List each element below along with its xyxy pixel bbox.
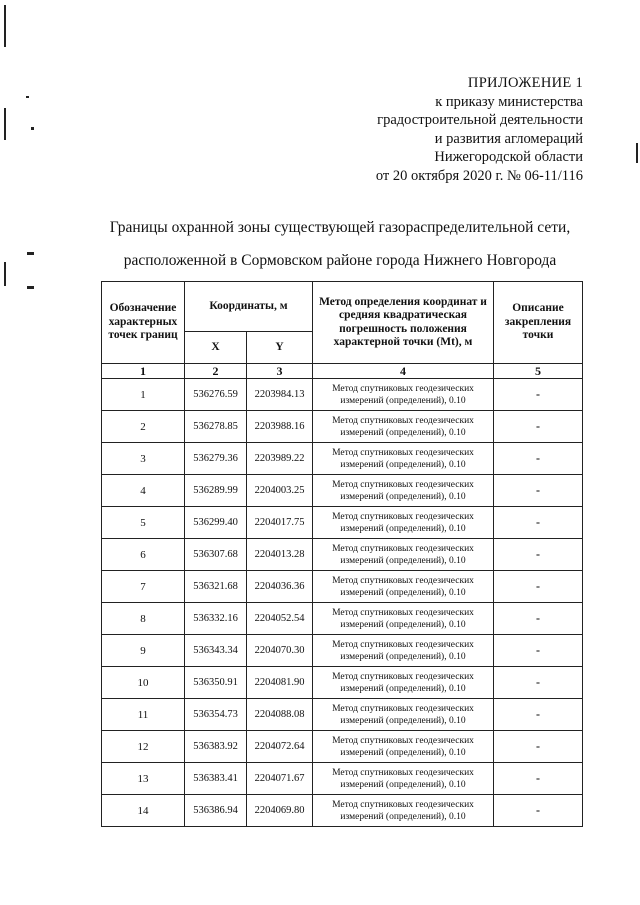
method-cell: Метод спутниковых геодезических измерений (определений), 0.10: [313, 507, 494, 539]
table-row: [102, 539, 583, 571]
point-id-cell: 11: [102, 699, 185, 731]
y-coordinate-cell: 2204071.67: [247, 763, 313, 795]
x-coordinate-cell: 536386.94: [185, 795, 247, 827]
method-cell: Метод спутниковых геодезических измерений (определений), 0.10: [313, 795, 494, 827]
point-id-cell: 12: [102, 731, 185, 763]
table-row: [102, 475, 583, 507]
fixing-cell: -: [494, 795, 583, 827]
method-cell: Метод спутниковых геодезических измерений (определений), 0.10: [313, 603, 494, 635]
x-coordinate-cell: 536307.68: [185, 539, 247, 571]
fixing-cell: -: [494, 731, 583, 763]
y-coordinate-cell: 2204017.75: [247, 507, 313, 539]
fixing-cell: -: [494, 507, 583, 539]
y-coordinate-cell: 2204070.30: [247, 635, 313, 667]
scan-artifact-right-line: [636, 143, 638, 163]
x-coordinate-cell: 536354.73: [185, 699, 247, 731]
point-id-cell: 4: [102, 475, 185, 507]
appendix-line: градостроительной деятельности: [377, 112, 583, 128]
method-cell: Метод спутниковых геодезических измерений (определений), 0.10: [313, 411, 494, 443]
y-coordinate-cell: 2203984.13: [247, 379, 313, 411]
table-row: [102, 603, 583, 635]
table-row: [102, 667, 583, 699]
point-id-cell: 5: [102, 507, 185, 539]
point-id-cell: 10: [102, 667, 185, 699]
y-coordinate-cell: 2204003.25: [247, 475, 313, 507]
appendix-line: от 20 октября 2020 г. № 06-11/116: [375, 167, 583, 184]
y-coordinate-cell: 2204081.90: [247, 667, 313, 699]
fixing-cell: -: [494, 603, 583, 635]
method-cell: Метод спутниковых геодезических измерений (определений), 0.10: [313, 475, 494, 507]
point-id-cell: 8: [102, 603, 185, 635]
method-cell: Метод спутниковых геодезических измерений (определений), 0.10: [313, 667, 494, 699]
point-id-cell: 3: [102, 443, 185, 475]
appendix-line: Нижегородской области: [434, 149, 583, 165]
point-id-cell: 13: [102, 763, 185, 795]
table-row: [102, 731, 583, 763]
fixing-cell: -: [494, 379, 583, 411]
method-cell: Метод спутниковых геодезических измерений (определений), 0.10: [313, 539, 494, 571]
x-coordinate-cell: 536289.99: [185, 475, 247, 507]
table-row: [102, 763, 583, 795]
y-coordinate-cell: 2204013.28: [247, 539, 313, 571]
column-number: 3: [247, 364, 313, 379]
table-row: [102, 411, 583, 443]
header-x: X: [185, 332, 247, 364]
method-cell: Метод спутниковых геодезических измерений (определений), 0.10: [313, 379, 494, 411]
fixing-cell: -: [494, 539, 583, 571]
point-id-cell: 6: [102, 539, 185, 571]
x-coordinate-cell: 536279.36: [185, 443, 247, 475]
header-y: Y: [247, 332, 313, 364]
x-coordinate-cell: 536278.85: [185, 411, 247, 443]
table-row: [102, 507, 583, 539]
point-id-cell: 7: [102, 571, 185, 603]
fixing-cell: -: [494, 411, 583, 443]
method-cell: Метод спутниковых геодезических измерений (определений), 0.10: [313, 635, 494, 667]
y-coordinate-cell: 2204036.36: [247, 571, 313, 603]
fixing-cell: -: [494, 699, 583, 731]
fixing-cell: -: [494, 763, 583, 795]
x-coordinate-cell: 536383.41: [185, 763, 247, 795]
y-coordinate-cell: 2203989.22: [247, 443, 313, 475]
scan-artifact-left-top: [4, 5, 6, 47]
document-title-line-1: Границы охранной зоны существующей газораспределительной сети,: [109, 219, 571, 236]
x-coordinate-cell: 536350.91: [185, 667, 247, 699]
document-title-line-2: расположенной в Сормовском районе города Нижнего Новгорода: [123, 252, 557, 269]
x-coordinate-cell: 536276.59: [185, 379, 247, 411]
method-cell: Метод спутниковых геодезических измерений (определений), 0.10: [313, 763, 494, 795]
appendix-header: [376, 74, 583, 185]
point-id-cell: 9: [102, 635, 185, 667]
document-title: [0, 211, 640, 277]
fixing-cell: -: [494, 475, 583, 507]
appendix-line: и развития агломераций: [434, 130, 583, 147]
scan-artifact-left-dot: [26, 96, 29, 98]
method-cell: Метод спутниковых геодезических измерений (определений), 0.10: [313, 699, 494, 731]
y-coordinate-cell: 2203988.16: [247, 411, 313, 443]
y-coordinate-cell: 2204052.54: [247, 603, 313, 635]
point-id-cell: 14: [102, 795, 185, 827]
table-row: [102, 571, 583, 603]
y-coordinate-cell: 2204069.80: [247, 795, 313, 827]
y-coordinate-cell: 2204088.08: [247, 699, 313, 731]
table-row: [102, 795, 583, 827]
table-row: [102, 699, 583, 731]
x-coordinate-cell: 536299.40: [185, 507, 247, 539]
appendix-title: ПРИЛОЖЕНИЕ 1: [467, 75, 583, 91]
column-number: 4: [313, 364, 494, 379]
fixing-cell: -: [494, 667, 583, 699]
header-method: Метод определения координат и средняя квадратическая погрешность положения характерной точки (Mt), м: [313, 282, 494, 364]
table-body: [102, 379, 583, 827]
method-cell: Метод спутниковых геодезических измерений (определений), 0.10: [313, 731, 494, 763]
header-fixing-description: Описание закрепления точки: [494, 282, 583, 364]
table-row: [102, 635, 583, 667]
x-coordinate-cell: 536343.34: [185, 635, 247, 667]
x-coordinate-cell: 536332.16: [185, 603, 247, 635]
boundary-points-table: [101, 281, 583, 827]
x-coordinate-cell: 536383.92: [185, 731, 247, 763]
method-cell: Метод спутниковых геодезических измерений (определений), 0.10: [313, 571, 494, 603]
column-number: 5: [494, 364, 583, 379]
point-id-cell: 1: [102, 379, 185, 411]
y-coordinate-cell: 2204072.64: [247, 731, 313, 763]
scan-artifact-left-dot: [31, 127, 34, 130]
x-coordinate-cell: 536321.68: [185, 571, 247, 603]
point-id-cell: 2: [102, 411, 185, 443]
fixing-cell: -: [494, 635, 583, 667]
appendix-line: к приказу министерства: [435, 93, 583, 110]
header-coordinates: Координаты, м: [185, 282, 313, 332]
method-cell: Метод спутниковых геодезических измерений (определений), 0.10: [313, 443, 494, 475]
scan-artifact-left-line: [4, 108, 6, 140]
table-row: [102, 443, 583, 475]
column-number: 2: [185, 364, 247, 379]
fixing-cell: -: [494, 443, 583, 475]
header-point-designation: Обозначение характерных точек границ: [102, 282, 185, 364]
column-number: 1: [102, 364, 185, 379]
table-row: [102, 379, 583, 411]
fixing-cell: -: [494, 571, 583, 603]
scan-artifact-left-dash: [27, 286, 34, 289]
